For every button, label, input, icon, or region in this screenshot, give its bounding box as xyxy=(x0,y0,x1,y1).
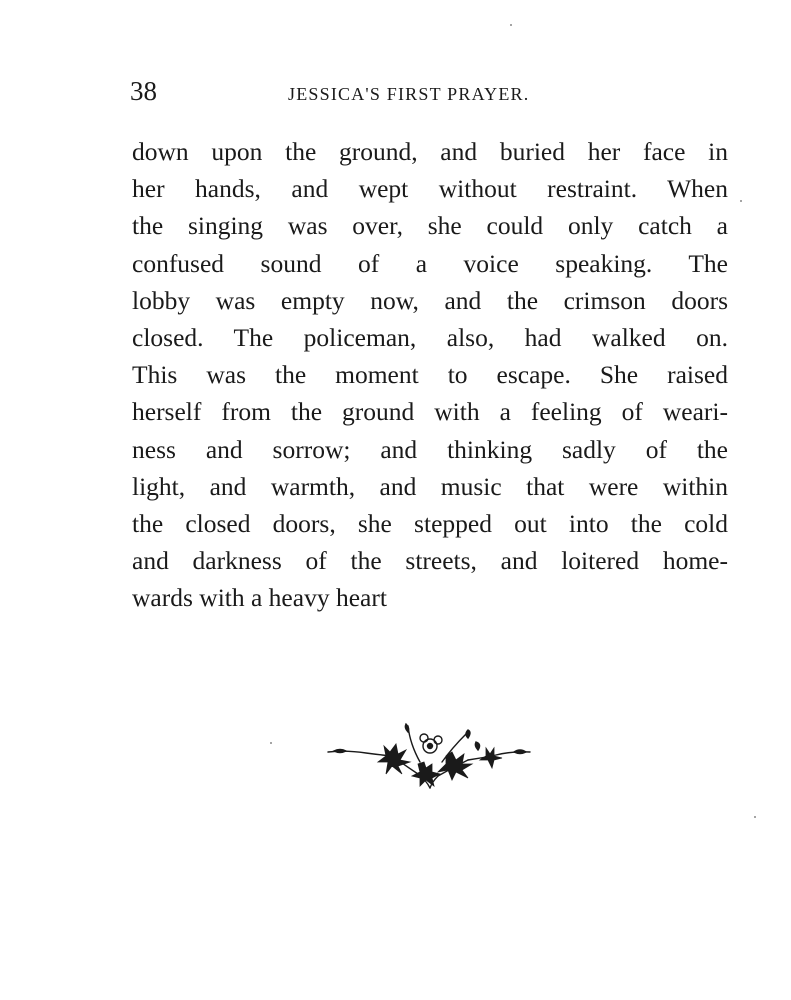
text-line: wards with a heavy heart xyxy=(132,583,387,613)
text-line: ness and sorrow; and thinking sadly of the xyxy=(132,434,728,464)
text-line: closed. The policeman, also, had walked on. xyxy=(132,322,728,352)
print-speck xyxy=(510,24,512,26)
text-line: lobby was empty now, and the crimson doors xyxy=(132,285,728,315)
print-speck xyxy=(754,816,756,818)
text-line: confused sound of a voice speaking. The xyxy=(132,248,728,278)
text-line: and darkness of the streets, and loitered home- xyxy=(132,546,728,576)
text-line: her hands, and wept without restraint. When xyxy=(132,174,728,204)
text-line: down upon the ground, and buried her face in xyxy=(132,137,728,166)
body-text xyxy=(132,133,728,616)
text-line: light, and warmth, and music that were within xyxy=(132,471,728,501)
page-number: 38 xyxy=(130,76,157,106)
floral-tailpiece-icon xyxy=(326,722,532,794)
text-line: the closed doors, she stepped out into the cold xyxy=(132,508,728,538)
running-title: JESSICA'S FIRST PRAYER. xyxy=(288,84,530,104)
text-line: herself from the ground with a feeling of weari- xyxy=(132,397,728,427)
text-line: the singing was over, she could only catch a xyxy=(132,211,728,241)
page-header xyxy=(130,76,730,108)
print-speck xyxy=(270,742,272,744)
print-speck xyxy=(740,200,742,202)
text-line: This was the moment to escape. She raised xyxy=(132,360,728,390)
